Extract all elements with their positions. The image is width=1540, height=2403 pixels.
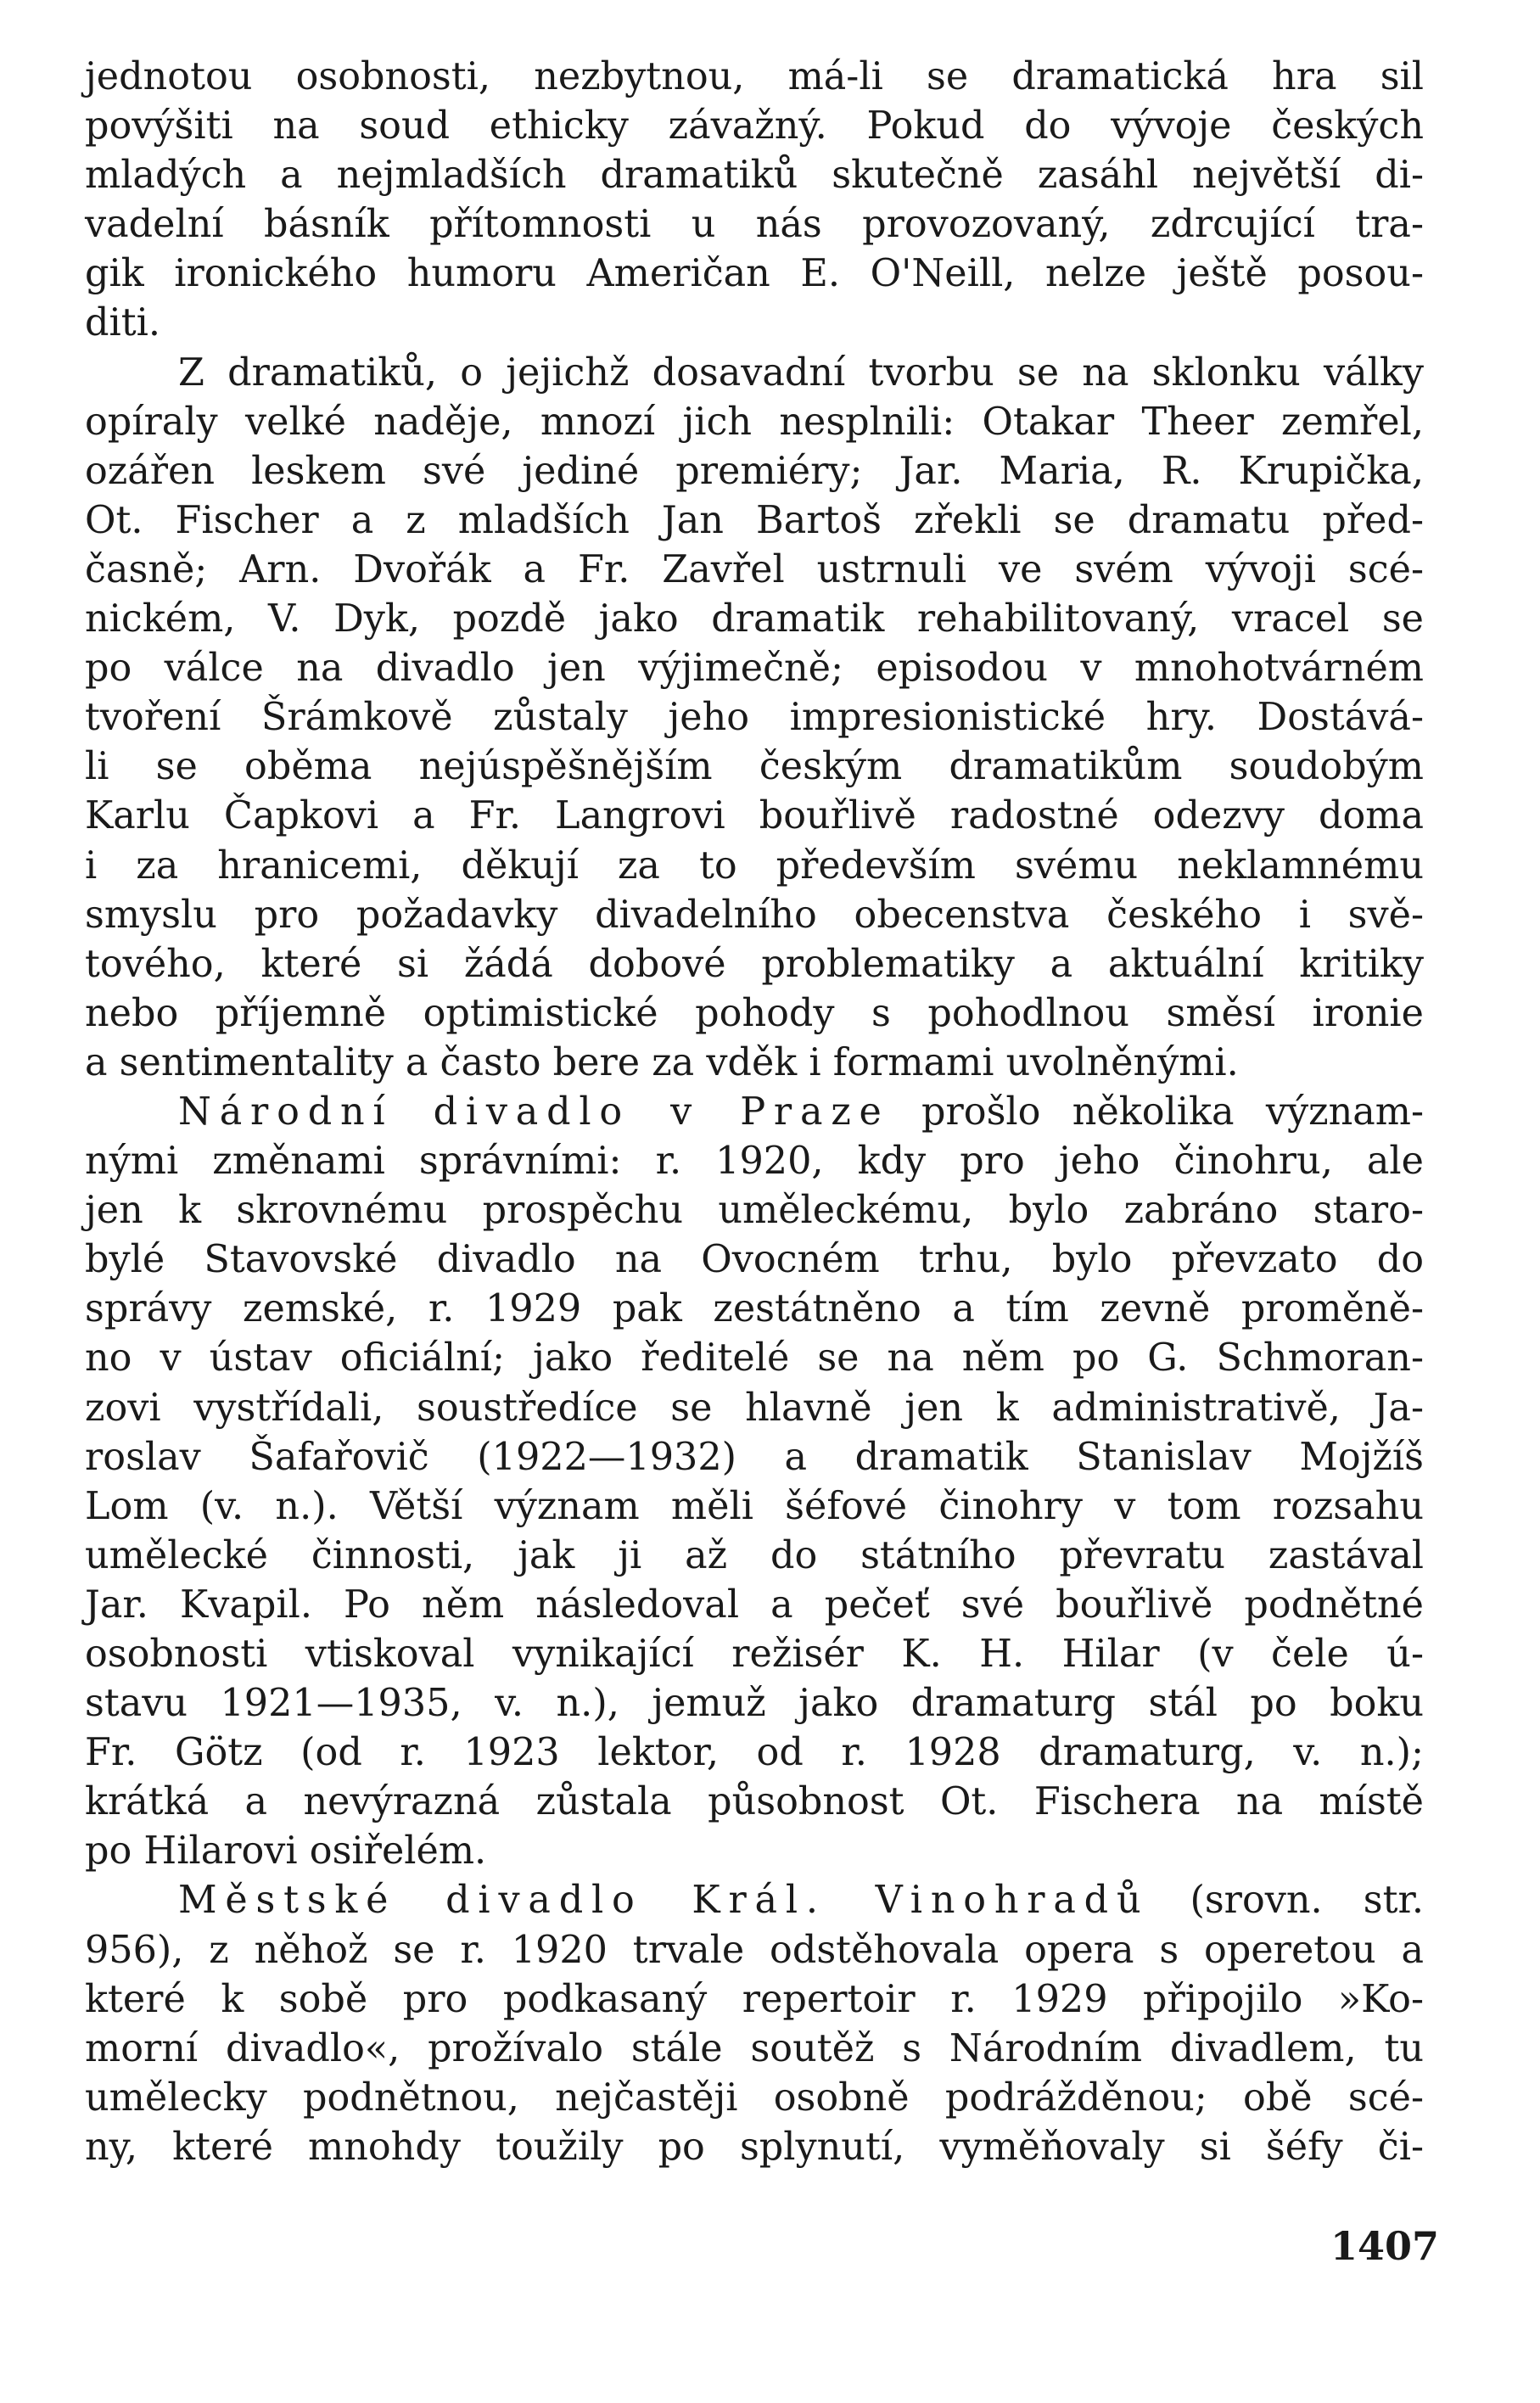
text-line: Jar. Kvapil. Po něm následoval a pečeť své bouřlivě podnětné <box>85 1582 1424 1627</box>
text-line: gik ironického humoru Američan E. O'Neill, nelze ještě posou- <box>85 252 1424 296</box>
text-line: tového, které si žádá dobové problematiky a aktuální kritiky <box>85 942 1424 986</box>
text-line: diti. <box>85 301 160 345</box>
text-line: časně; Arn. Dvořák a Fr. Zavřel ustrnuli ve svém vývoji scé- <box>85 547 1424 591</box>
text-line: nými změnami správními: r. 1920, kdy pro jeho činohru, ale <box>85 1140 1424 1184</box>
page-text <box>85 53 1424 2172</box>
text-line: 956), z něhož se r. 1920 trvale odstěhovala opera s operetou a <box>85 1928 1424 1972</box>
text-line: osobnosti vtiskoval vynikající režisér K. H. Hilar (v čele ú- <box>85 1633 1424 1676</box>
text-line: správy zemské, r. 1929 pak zestátněno a tím zevně proměně- <box>85 1287 1424 1331</box>
spaced-heading: Městské divadlo Král. Vinohradů <box>178 1879 1150 1923</box>
text-line: li se oběma nejúspěšnějším českým dramatikům soudobým <box>85 745 1424 789</box>
text-line: morní divadlo«, prožívalo stále soutěž s Národním divadlem, tu <box>85 2026 1424 2070</box>
text-line-rest: prošlo několika význam- <box>889 1089 1424 1134</box>
text-line: vadelní básník přítomnosti u nás provozovaný, zdrcující tra- <box>85 203 1424 247</box>
text-line: bylé Stavovské divadlo na Ovocném trhu, bylo převzato do <box>85 1238 1424 1282</box>
text-line: Lom (v. n.). Větší význam měli šéfové činohry v tom rozsahu <box>85 1484 1424 1528</box>
text-line: nebo příjemně optimistické pohody s pohodlnou směsí ironie <box>85 991 1424 1035</box>
text-line: Ot. Fischer a z mladších Jan Bartoš zřekli se dramatu před- <box>85 498 1424 542</box>
text-line: roslav Šafařovič (1922—1932) a dramatik Stanislav Mojžíš <box>85 1435 1424 1479</box>
paragraph-2 <box>85 349 1424 1088</box>
text-line: po válce na divadlo jen výjimečně; episodou v mnohotvárném <box>85 647 1424 691</box>
text-line: ny, které mnohdy toužily po splynutí, vyměňovaly si šéfy či- <box>85 2125 1424 2169</box>
text-line <box>85 1876 1424 1925</box>
text-line: smyslu pro požadavky divadelního obecenstva českého i svě- <box>85 893 1424 937</box>
text-line: povýšiti na soud ethicky závažný. Pokud do vývoje českých <box>85 104 1424 148</box>
text-line: no v ústav oficiální; jako ředitelé se na něm po G. Schmoran- <box>85 1336 1424 1381</box>
text-line: umělecky podnětnou, nejčastěji osobně podrážděnou; obě scé- <box>85 2075 1424 2120</box>
text-line-rest: (srovn. str. <box>1149 1879 1425 1923</box>
text-line: krátká a nevýrazná zůstala působnost Ot. Fischera na místě <box>85 1780 1424 1824</box>
text-line: stavu 1921—1935, v. n.), jemuž jako dramaturg stál po boku <box>85 1682 1424 1726</box>
text-line: i za hranicemi, děkují za to především svému neklamnému <box>85 843 1424 888</box>
text-line: nickém, V. Dyk, pozdě jako dramatik rehabilitovaný, vracel se <box>85 597 1424 641</box>
text-line: opíraly velké naděje, mnozí jich nesplnili: Otakar Theer zemřel, <box>85 400 1424 444</box>
text-line: Karlu Čapkovi a Fr. Langrovi bouřlivě radostné odezvy doma <box>85 794 1424 838</box>
text-line: zovi vystřídali, soustředíce se hlavně jen k administrativě, Ja- <box>85 1386 1424 1430</box>
text-line <box>85 1088 1424 1137</box>
paragraph-3 <box>85 1088 1424 1877</box>
text-line: a sentimentality a často bere za vděk i formami uvolněnými. <box>85 1040 1239 1084</box>
text-line: umělecké činnosti, jak ji až do státního převratu zastával <box>85 1533 1424 1577</box>
spaced-heading: Národní divadlo v Praze <box>178 1089 890 1134</box>
paragraph-1 <box>85 53 1424 349</box>
text-line: mladých a nejmladších dramatiků skutečně zasáhl největší di- <box>85 154 1424 198</box>
text-line: které k sobě pro podkasaný repertoir r. 1929 připojilo »Ko- <box>85 1977 1424 2021</box>
text-line: ozářen leskem své jediné premiéry; Jar. Maria, R. Krupička, <box>85 449 1424 493</box>
text-line: po Hilarovi osiřelém. <box>85 1829 487 1874</box>
text-line: Fr. Götz (od r. 1923 lektor, od r. 1928 dramaturg, v. n.); <box>85 1731 1424 1775</box>
text-line: Z dramatiků, o jejichž dosavadní tvorbu se na sklonku války <box>178 350 1424 395</box>
text-line: jednotou osobnosti, nezbytnou, má-li se dramatická hra sil <box>85 55 1424 98</box>
text-line: jen k skrovnému prospěchu uměleckému, bylo zabráno staro- <box>85 1189 1424 1233</box>
page-number: 1407 <box>1330 2223 1440 2269</box>
text-line: tvoření Šrámkově zůstaly jeho impresionistické hry. Dostává- <box>85 696 1424 740</box>
paragraph-4 <box>85 1876 1424 2172</box>
